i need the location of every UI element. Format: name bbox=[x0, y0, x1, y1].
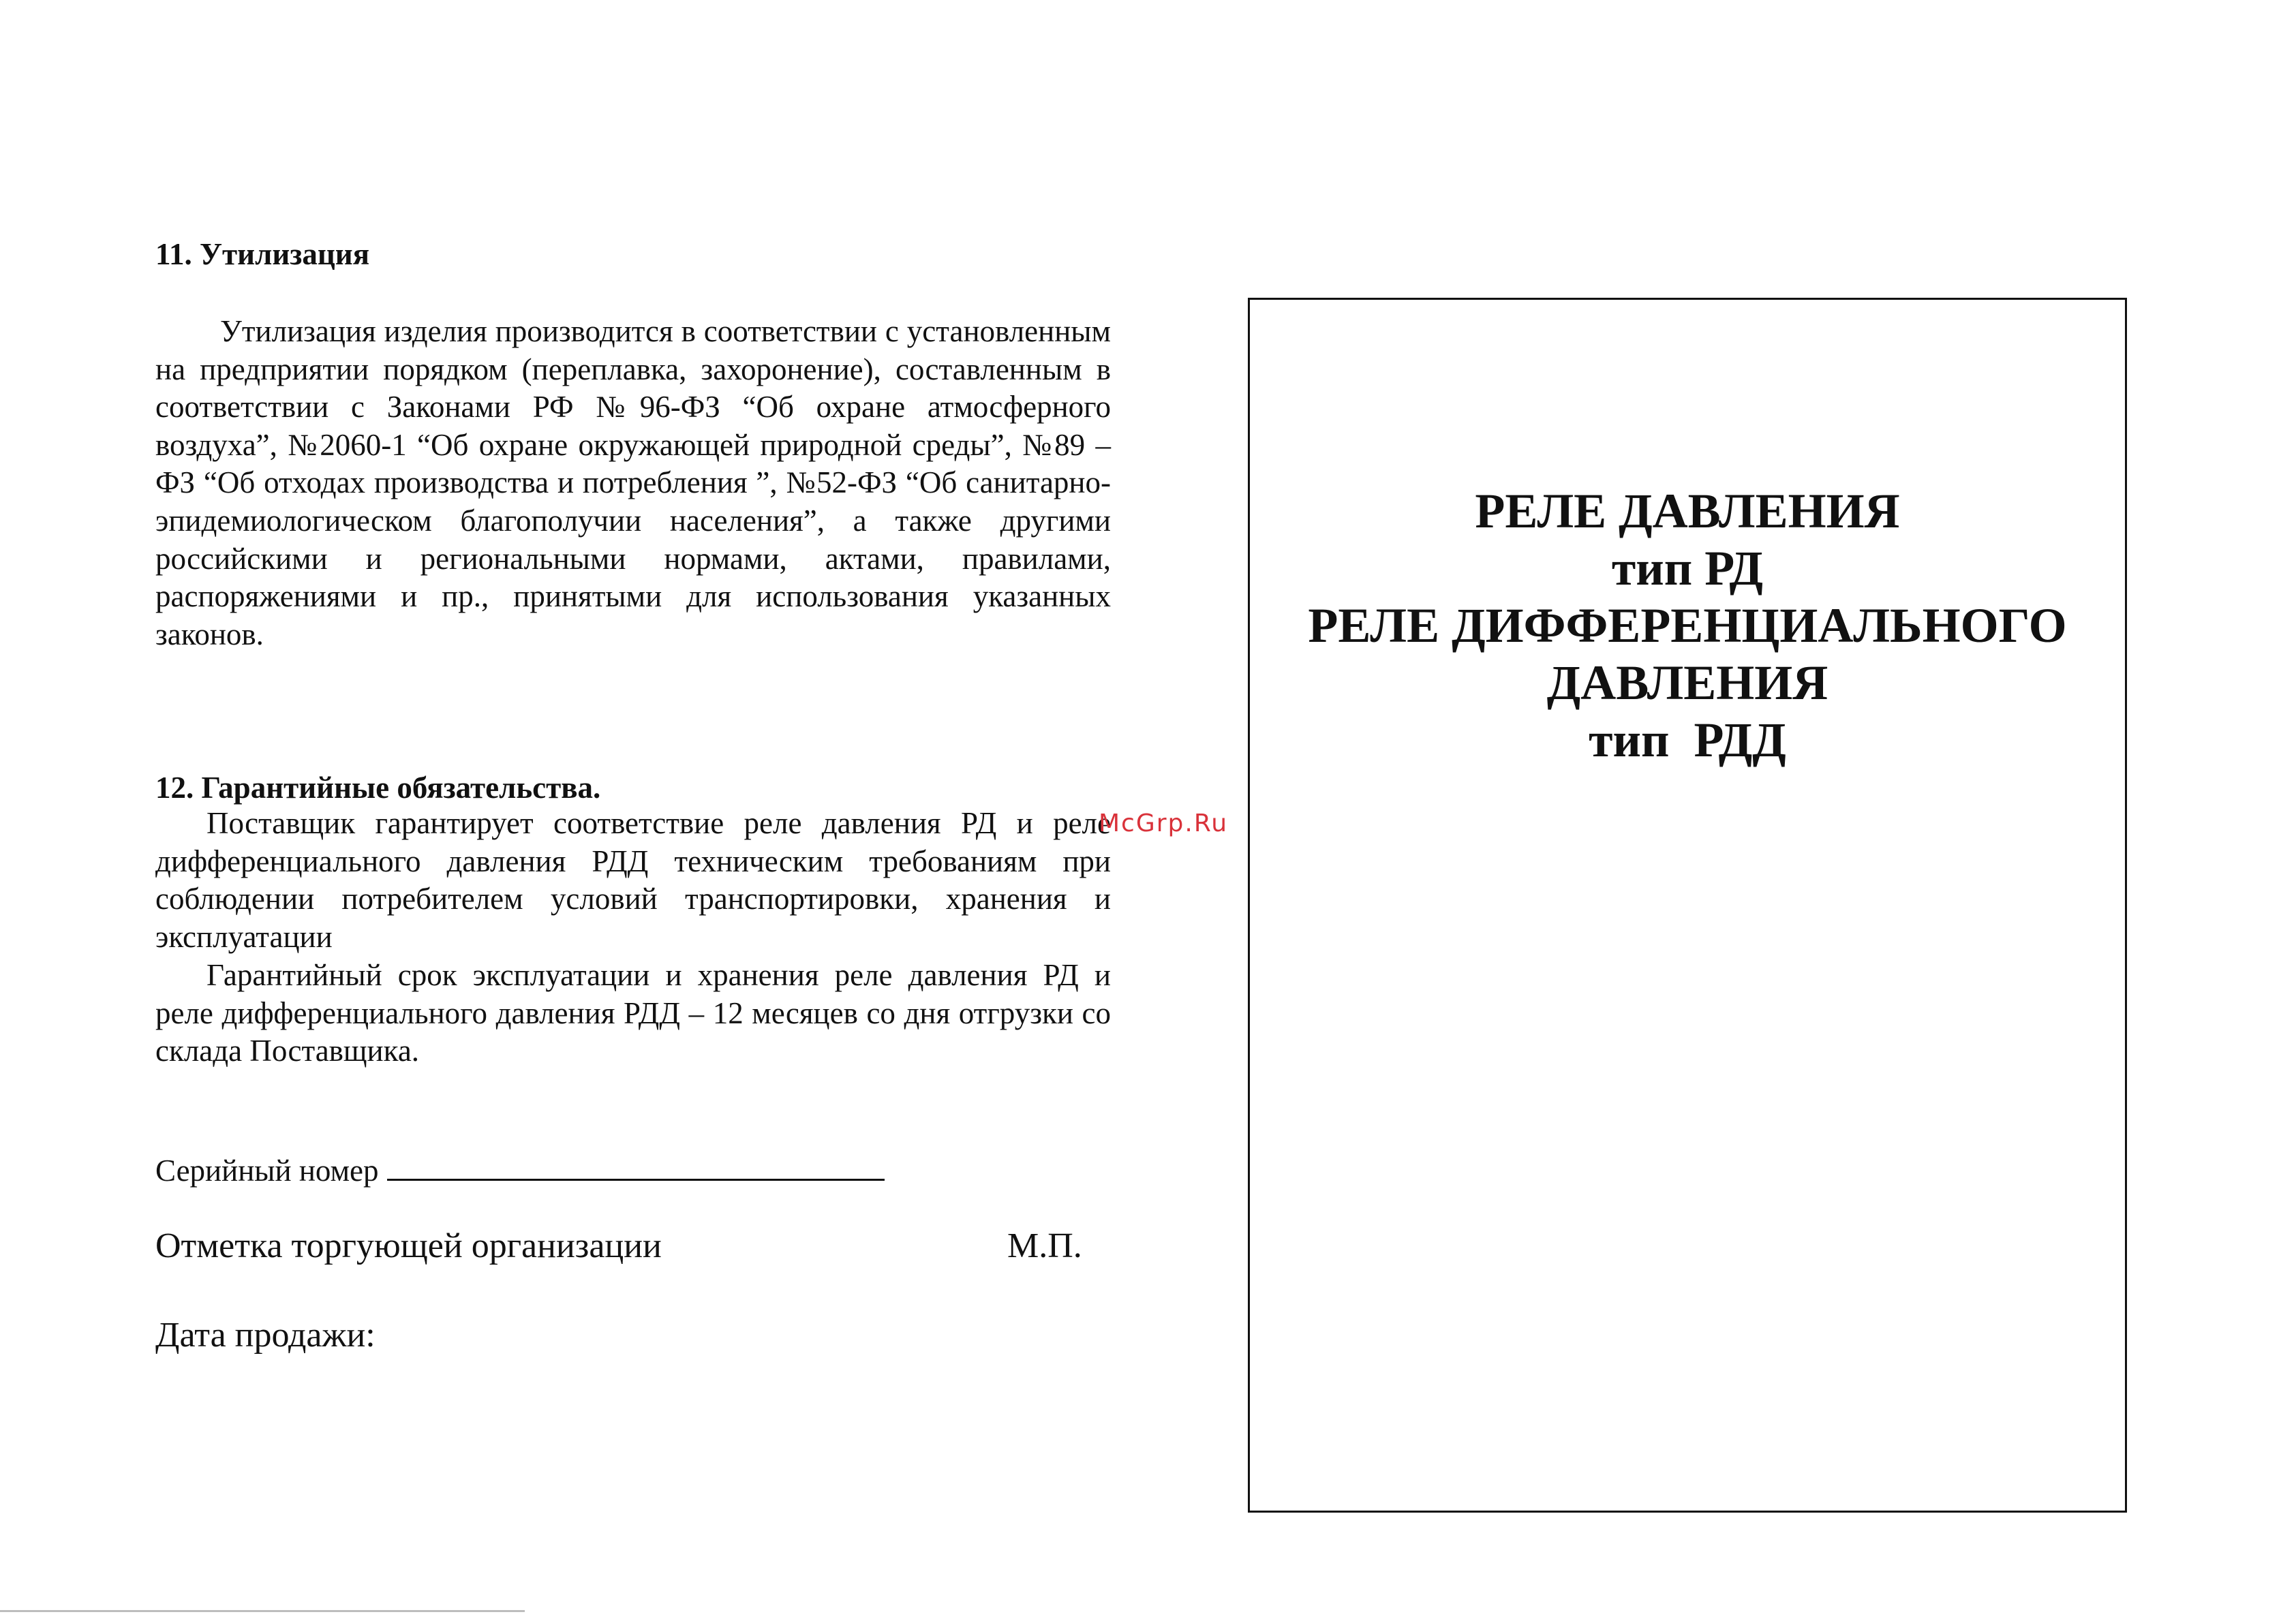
serial-number-row bbox=[155, 1151, 885, 1190]
stamp-label: М.П. bbox=[1007, 1226, 1082, 1265]
cover-title-line: тип РД bbox=[1611, 541, 1764, 596]
cover-title-line: РЕЛЕ ДИФФЕРЕНЦИАЛЬНОГО bbox=[1308, 598, 2067, 653]
section-11-text: Утилизация изделия производится в соответствии с установленным на предприятии порядком (переплавка, захоронение), составленным в соответствии с Законами РФ №96-ФЗ “Об охране атмосферного воздуха”, №2060-1 “Об охране окружающей природной среды”, №89 –ФЗ “Об отходах производства и потребления ”, №52-ФЗ “Об санитарно-эпидемиологическом благополучии населения”, а также другими российскими и региональными нормами, актами, правилами, распоряжениями и пр., принятыми для использования указанных законов. bbox=[155, 314, 1111, 651]
bottom-cut-text bbox=[532, 1609, 1213, 1613]
serial-number-label: Серийный номер bbox=[155, 1154, 379, 1188]
warranty-paragraph-1: Поставщик гарантирует соответствие реле давления РД и реле дифференциального давления РДД техническим требованиям при соблюдении потребителем условий транспортировки, хранения и эксплуатации bbox=[155, 806, 1111, 954]
cover-title-line: РЕЛЕ ДАВЛЕНИЯ bbox=[1475, 484, 1900, 538]
cover-title bbox=[1250, 482, 2125, 769]
trade-mark-row bbox=[155, 1224, 1111, 1268]
cover-frame bbox=[1248, 298, 2127, 1513]
watermark-text: McGrp.Ru bbox=[1099, 809, 1229, 837]
cover-title-line: ДАВЛЕНИЯ bbox=[1546, 655, 1828, 710]
section-12-heading: 12. Гарантийные обязательства. bbox=[155, 771, 601, 805]
section-11-heading: 11. Утилизация bbox=[155, 237, 370, 271]
serial-number-field[interactable] bbox=[387, 1151, 885, 1181]
bottom-divider bbox=[0, 1610, 525, 1612]
sale-date-label: Дата продажи: bbox=[155, 1316, 376, 1355]
warranty-paragraph-2: Гарантийный срок эксплуатации и хранения реле давления РД и реле дифференциального давления РДД – 12 месяцев со дня отгрузки со склада Поставщика. bbox=[155, 958, 1111, 1068]
trade-mark-label: Отметка торгующей организации bbox=[155, 1226, 662, 1265]
cover-title-line: тип РДД bbox=[1589, 713, 1786, 767]
